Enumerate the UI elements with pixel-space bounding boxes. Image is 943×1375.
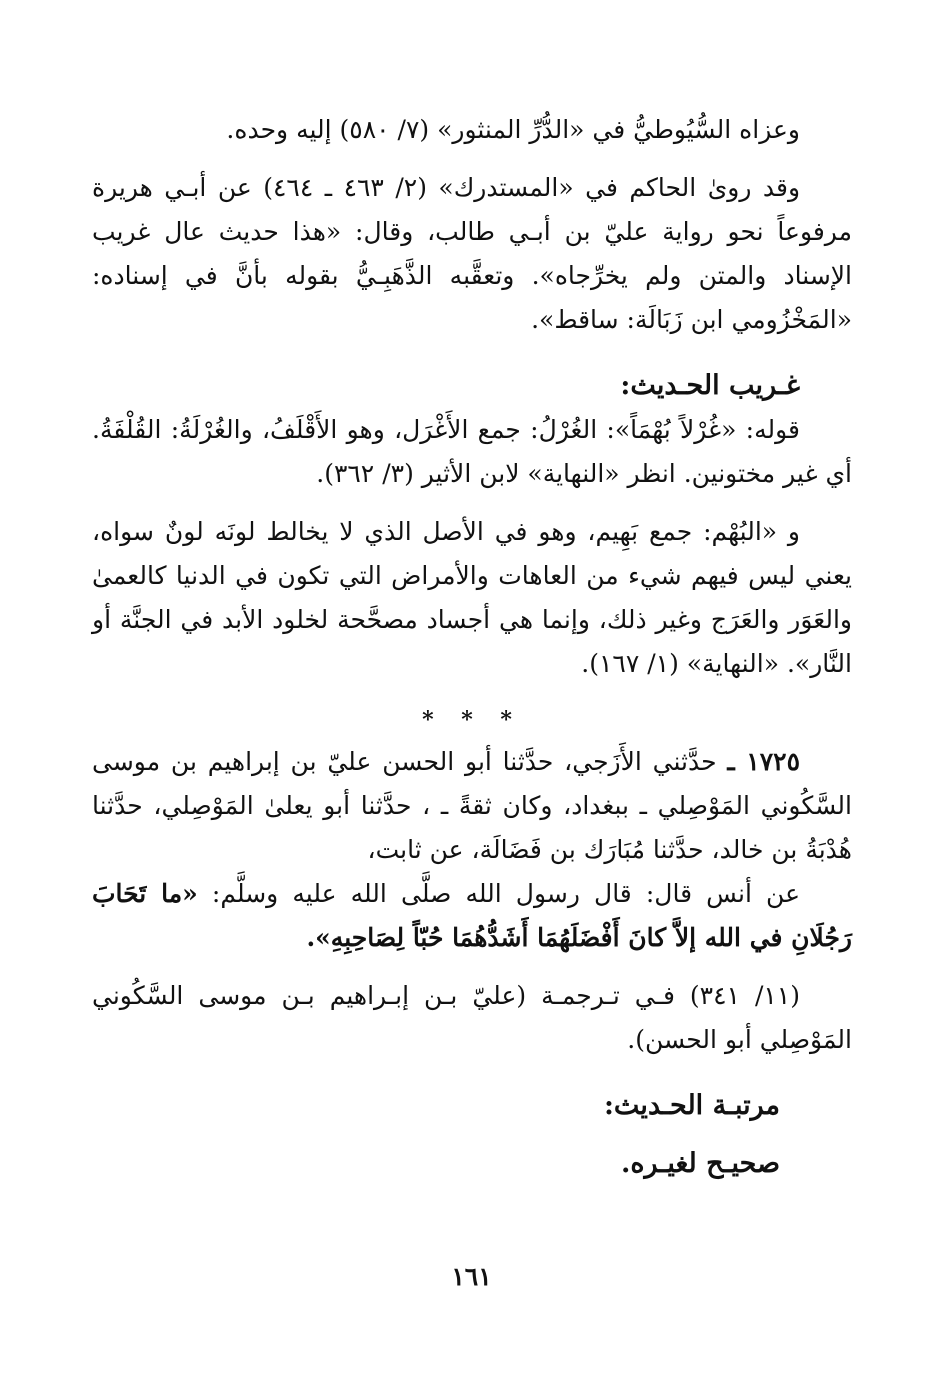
page-body [92,108,852,1186]
heading-rutbat-al-hadith: مرتبـة الحـديث: [603,1090,780,1121]
hadith-isnad-text: حدَّثني الأَزَجي، حدَّثنا أبو الحسن عليّ بن إبراهيم بن موسى السَّكُوني المَوْصِلي ـ ببغداد، وكان ثقةً ـ ، حدَّثنا أبو يعلىٰ المَوْصِلي، حدَّثنا هُدْبَةُ بن خالد، حدَّثنا مُبَارَك بن فَضَالَة، عن ثابت، [92,747,852,864]
hadith-number: ١٧٢٥ ـ [727,747,801,776]
paragraph-grading: صحيـح لغيـره. [621,1148,780,1179]
hadith-matn-quote: «ما تَحَابَ رَجُلَانِ في الله إلاَّ كانَ أَفْضَلَهُمَا أَشَدُّهُمَا حُبّاً لِصَاحِبِهِ». [92,879,852,952]
paragraph-hakim-narration: وقد رویٰ الحاكم في «المستدرك» (٢/ ٤٦٣ ـ ٤٦٤) عن أبـي هريرة مرفوعاً نحو رواية عليّ بن أبـي طالب، وقال: «هذا حديث عال غريب الإسناد والمتن ولم يخرِّجاه». وتعقَّبه الذَّهَبِـيُّ بقوله بأنَّ في إسناده: «المَخْزُومي ابن زَبَالَة: ساقط». [92,173,852,334]
paragraph-ghurl-definition: قوله: «غُرْلاً بُهْمَاً»: الغُرْلُ: جمع الأَغْرَل، وهو الأَقْلَفُ، والغُرْلَةُ: القُلْفَةُ. أي غير مختونين. انظر «النهاية» لابن الأثير (٣/ ٣٦٢). [92,415,852,488]
paragraph-hadith-isnad [92,740,852,872]
paragraph-source-reference: (١١/ ٣٤١) فـي تـرجمـة (عليّ بـن إبـراهيم بـن موسى السَّكُوني المَوْصِلي أبو الحسن). [92,981,852,1054]
heading-gharib-al-hadith: غـريب الحـديث: [620,370,800,401]
paragraph-buhm-definition: و «البُهْم: جمع بَهِيم، وهو في الأصل الذي لا يخالط لونَه لونٌ سواه، يعني ليس فيهم شيء من العاهات والأمراض التي تكون في الدنيا كالعمىٰ والعَوَر والعَرَج وغير ذلك، وإنما هي أجساد مصحَّحة لخلود الأبد في الجنَّة أو النَّار». «النهاية» (١/ ١٦٧). [92,517,852,678]
paragraph-attribution: وعزاه السُّيُوطيُّ في «الدُّرِّ المنثور» (٧/ ٥٨٠) إليه وحده. [226,115,800,144]
paragraph-hadith-matn [92,872,852,960]
hadith-matn-intro: عن أنس قال: قال رسول الله صلَّى الله عليه وسلَّم: [211,879,800,908]
section-separator: * * * [422,707,522,733]
page-number: ١٦١ [451,1262,492,1291]
